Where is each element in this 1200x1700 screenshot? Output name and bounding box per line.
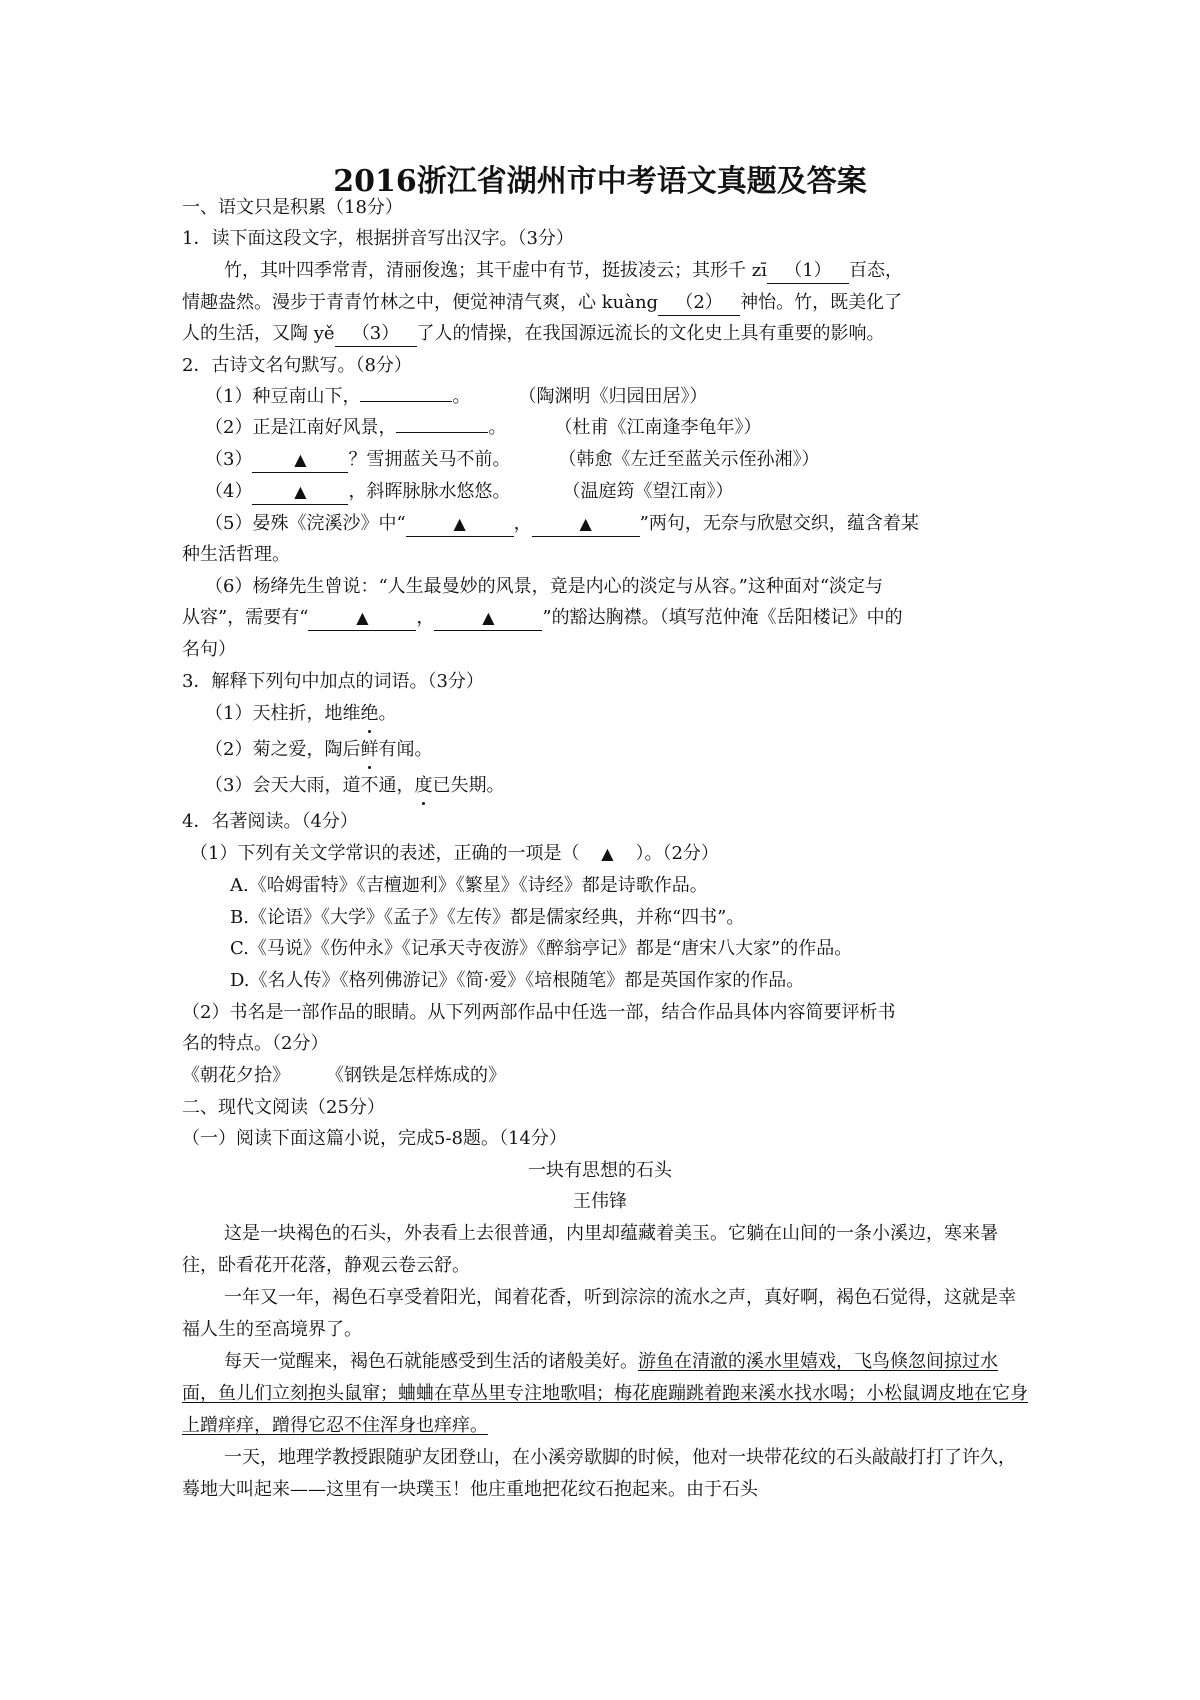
triangle-blank: ▲ bbox=[308, 606, 416, 631]
story-paragraph-1: 这是一块褐色的石头，外表看上去很普通，内里却蕴藏着美玉。它躺在山间的一条小溪边，寒来暑往，卧看花开花落，静观云卷云舒。 bbox=[182, 1223, 998, 1276]
option-a: A.《哈姆雷特》《吉檀迦利》《繁星》《诗经》都是诗歌作品。 bbox=[230, 875, 708, 896]
triangle-blank: ▲ bbox=[406, 512, 514, 537]
story-text: 每天一觉醒来，褐色石就能感受到生活的诸般美好。 bbox=[224, 1351, 638, 1372]
poem-text: ， bbox=[416, 607, 435, 628]
poem-source: （陶渊明《归园田居》） bbox=[518, 386, 708, 407]
dotted-word: 鲜 bbox=[360, 739, 379, 760]
question-4-stem: 4．名著阅读。（4分） bbox=[182, 811, 358, 832]
story-paragraph-4: 一天，地理学教授跟随驴友团登山，在小溪旁歇脚的时候，他对一块带花纹的石头敲敲打打了许久，蓦地大叫起来——这里有一块璞玉！他庄重地把花纹石抱起来。由于石头 bbox=[182, 1447, 1016, 1500]
poem-item-1 bbox=[205, 385, 707, 409]
poem-source: （杜甫《江南逢李龟年》） bbox=[554, 417, 762, 438]
word-item-1 bbox=[205, 702, 396, 726]
poem-item-5 bbox=[205, 512, 919, 537]
poem-item-6: （6）杨绛先生曾说：“人生最曼妙的风景，竟是内心的淡定与从容。”这种面对“淡定与 bbox=[205, 576, 884, 597]
poem-item-6-line-2 bbox=[182, 606, 903, 631]
poem-text: 。 bbox=[488, 417, 507, 438]
blank-2: （2） bbox=[658, 291, 740, 316]
question-4-sub-2: （2）书名是一部作品的眼睛。从下列两部作品中任选一部，结合作品具体内容简要评析书 bbox=[182, 1002, 896, 1023]
word-text: （1）天柱折，地维 bbox=[205, 703, 361, 724]
question-1-line-2 bbox=[182, 291, 902, 316]
poem-text: （2）正是江南好风景， bbox=[205, 417, 397, 438]
word-item-2 bbox=[205, 738, 432, 762]
poem-source: （韩愈《左迁至蓝关示侄孙湘》） bbox=[558, 449, 820, 470]
dotted-word: 绝 bbox=[360, 703, 379, 724]
question-1-text: 了人的情操，在我国源远流长的文化史上具有重要的影响。 bbox=[416, 323, 885, 344]
poem-item-6-line-3: 名句） bbox=[182, 639, 236, 660]
poem-blank bbox=[360, 401, 452, 402]
story-title: 一块有思想的石头 bbox=[528, 1160, 672, 1181]
poem-text: ， bbox=[513, 513, 532, 534]
question-1-text: 人的生活，又陶 yě bbox=[182, 323, 335, 344]
poem-text: ？雪拥蓝关马不前。 bbox=[348, 449, 511, 470]
poem-text: ”的豁达胸襟。（填写范仲淹《岳阳楼记》中的 bbox=[542, 607, 903, 628]
triangle-blank: ▲ bbox=[434, 606, 542, 631]
word-text: 。 bbox=[378, 703, 397, 724]
poem-text: ，斜晖脉脉水悠悠。 bbox=[348, 481, 511, 502]
underlined-passage: 游鱼在清澈的溪水里嬉戏，飞鸟倏忽间掠过水面，鱼儿们立刻抱头鼠窜；蛐蛐在草丛里专注地歌唱；梅花鹿蹦跳着跑来溪水找水喝；小松鼠调皮地在它身上蹭痒痒，蹭得它忍不住浑身也痒痒。 bbox=[182, 1351, 1028, 1436]
reading-part-1: （一）阅读下面这篇小说，完成5-8题。（14分） bbox=[182, 1128, 567, 1149]
option-b: B.《论语》《大学》《孟子》《左传》都是儒家经典，并称“四书”。 bbox=[230, 907, 745, 928]
option-d: D.《名人传》《格列佛游记》《简·爱》《培根随笔》都是英国作家的作品。 bbox=[230, 970, 805, 991]
sub-question-text: （1）下列有关文学常识的表述，正确的一项是（ bbox=[190, 843, 580, 864]
poem-item-4 bbox=[205, 480, 733, 505]
question-2-stem: 2．古诗文名句默写。（8分） bbox=[182, 355, 412, 376]
poem-item-2 bbox=[205, 416, 761, 440]
question-4-sub-2-cont: 名的特点。（2分） bbox=[182, 1033, 329, 1054]
poem-item-3 bbox=[205, 448, 819, 473]
word-text: （3）会天大雨，道不通， bbox=[205, 775, 415, 796]
word-text: 有闻。 bbox=[378, 739, 433, 760]
dotted-word: 度 bbox=[414, 775, 433, 796]
question-1-text: 百态， bbox=[848, 260, 903, 281]
poem-item-5-cont: 种生活哲理。 bbox=[182, 544, 290, 565]
answer-triangle: ▲ bbox=[601, 844, 614, 863]
poem-source: （温庭筠《望江南》） bbox=[562, 481, 734, 502]
question-1-stem: 1．读下面这段文字，根据拼音写出汉字。（3分） bbox=[182, 228, 574, 249]
sub-question-text: ）。（2分） bbox=[635, 843, 719, 864]
poem-text: （1）种豆南山下， bbox=[205, 386, 361, 407]
question-1-text: 神怡。竹，既美化了 bbox=[740, 292, 903, 313]
question-1-text: 情趣盎然。漫步于青青竹林之中，便觉神清气爽，心 kuàng bbox=[182, 292, 659, 313]
word-item-3 bbox=[205, 774, 504, 798]
option-c: C.《马说》《伤仲永》《记承天寺夜游》《醉翁亭记》都是“唐宋八大家”的作品。 bbox=[230, 938, 853, 959]
word-text: 已失期。 bbox=[432, 775, 505, 796]
question-1-line-1 bbox=[224, 259, 903, 284]
blank-3: （3） bbox=[335, 322, 417, 347]
triangle-blank: ▲ bbox=[532, 512, 640, 537]
poem-text: （4） bbox=[205, 481, 253, 502]
book-titles: 《朝花夕拾》 《钢铁是怎样炼成的》 bbox=[182, 1065, 506, 1086]
triangle-blank: ▲ bbox=[252, 480, 348, 505]
story-paragraph-3 bbox=[182, 1346, 1030, 1442]
question-4-sub-1 bbox=[190, 842, 719, 866]
section-heading-2: 二、现代文阅读（25分） bbox=[182, 1097, 385, 1118]
poem-text: 。 bbox=[452, 386, 471, 407]
question-1-line-3 bbox=[182, 322, 885, 347]
question-3-stem: 3．解释下列句中加点的词语。（3分） bbox=[182, 671, 484, 692]
section-heading-1: 一、语文只是积累（18分） bbox=[182, 197, 403, 218]
poem-text: （3） bbox=[205, 449, 253, 470]
poem-text: （5）晏殊《浣溪沙》中“ bbox=[205, 513, 406, 534]
word-text: （2）菊之爱，陶后 bbox=[205, 739, 361, 760]
blank-1: （1） bbox=[767, 259, 849, 284]
page-title: 2016浙江省湖州市中考语文真题及答案 bbox=[333, 164, 867, 199]
story-author: 王伟锋 bbox=[573, 1191, 627, 1212]
question-1-text: 竹，其叶四季常青，清丽俊逸；其干虚中有节，挺拔凌云；其形千 zī bbox=[224, 260, 767, 281]
story-paragraph-2: 一年又一年，褐色石享受着阳光，闻着花香，听到淙淙的流水之声，真好啊，褐色石觉得，这就是幸福人生的至高境界了。 bbox=[182, 1287, 1016, 1340]
poem-blank bbox=[396, 432, 488, 433]
poem-text: ”两句，无奈与欣慰交织，蕴含着某 bbox=[639, 513, 919, 534]
poem-text: 从容”，需要有“ bbox=[182, 607, 309, 628]
triangle-blank: ▲ bbox=[252, 448, 348, 473]
